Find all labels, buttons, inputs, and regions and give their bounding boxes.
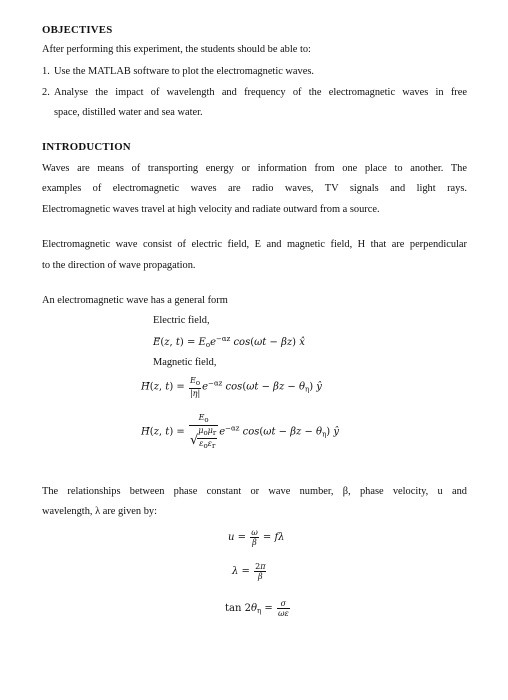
magnetic-field-equation-1: H⃗(z, t) = $\frac{Eo}{|\eta|}$ $e^{-\alpha z}$ $\cos(\omega t - \beta z - \theta_\eta)$ ŷ (141, 376, 322, 398)
wavelength-equation: λ = $\frac{2\pi}{\beta}$ (232, 562, 266, 581)
objectives-heading: OBJECTIVES (42, 24, 113, 36)
magnetic-field-equation-2: H⃗(z, t) = Eo √ $\frac{\text{μoμr}}{\text{εoεr}}$ $e^{-\alpha z}$ $\cos(\omega t - \beta z - \theta_\eta)$ ŷ (141, 413, 340, 450)
intro-p2-line-2: to the direction of wave propagation. (42, 260, 196, 271)
objective-2-number: 2. (42, 87, 50, 98)
electric-field-equation: E⃗(z, $t) = E_oe^{-\alpha z}$ cos(ωt − βz) x̂ (153, 335, 305, 349)
intro-p1-line-1: Waves are means of transporting energy or information from one place to another. The (42, 163, 467, 174)
objective-1-number: 1. (42, 66, 50, 77)
magnetic-field-label: Magnetic field, (153, 357, 217, 368)
electric-field-label: Electric field, (153, 315, 210, 326)
loss-tangent-equation: $\tan 2\theta_\eta$ = $\frac{\sigma}{\omega\varepsilon}$ (225, 599, 289, 618)
intro-p4-line-2: wavelength, λ are given by: (42, 506, 157, 517)
objective-2-line-2: space, distilled water and sea water. (54, 107, 203, 118)
phase-velocity-equation: u = $\frac{\omega}{\beta}$ = fλ (228, 528, 285, 547)
intro-p3: An electromagnetic wave has a general form (42, 295, 228, 306)
introduction-heading: INTRODUCTION (42, 141, 131, 153)
intro-p4-line-1: The relationships between phase constant or wave number, β, phase velocity, u and (42, 486, 467, 497)
intro-p2-line-1: Electromagnetic wave consist of electric field, E and magnetic field, H that are perpendicular (42, 239, 467, 250)
objective-1-text: Use the MATLAB software to plot the electromagnetic waves. (54, 66, 314, 77)
objectives-intro: After performing this experiment, the students should be able to: (42, 44, 311, 55)
intro-p1-line-2: examples of electromagnetic waves are radio waves, TV signals and light rays. (42, 183, 467, 194)
intro-p1-line-3: Electromagnetic waves travel at high velocity and radiate outward from a source. (42, 204, 380, 215)
objective-2-line-1: Analyse the impact of wavelength and frequency of the electromagnetic waves in free (54, 87, 467, 98)
